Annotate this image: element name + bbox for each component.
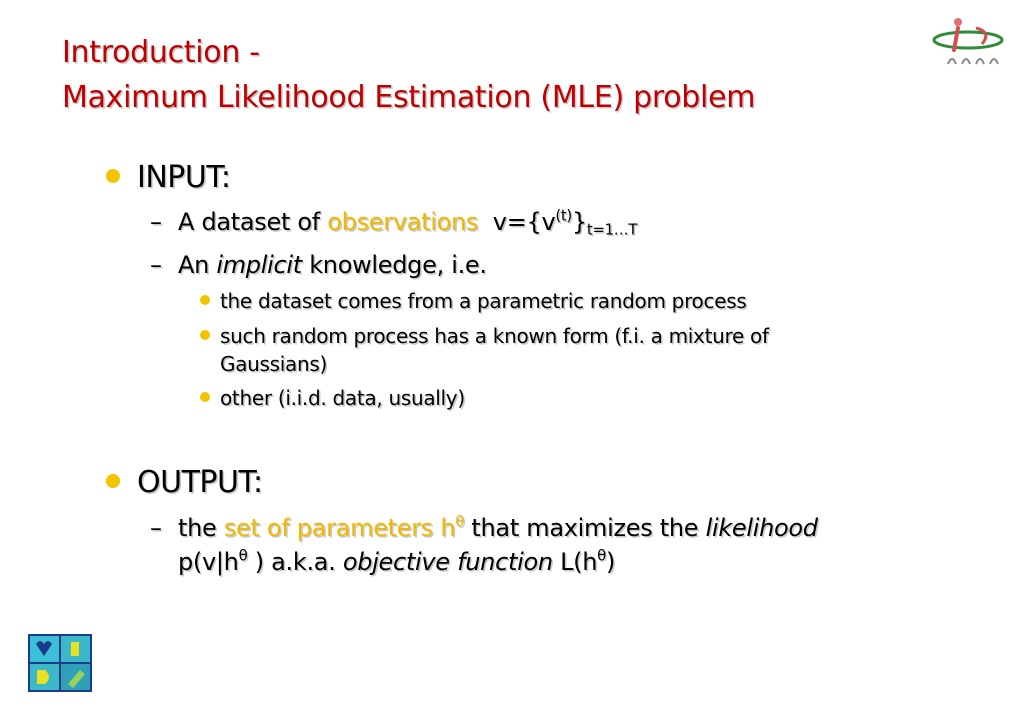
likelihood-italic: likelihood bbox=[705, 514, 818, 542]
objective-function-italic: objective function bbox=[342, 548, 553, 576]
dash-icon: – bbox=[150, 514, 162, 542]
output-item-line-1: the set of parameters $h^\theta$ that maximizes the likelihood bbox=[178, 512, 818, 542]
parameters-highlight: set of parameters $h^\theta$ bbox=[223, 512, 465, 542]
bullet-icon bbox=[200, 330, 210, 340]
observations-highlight: observations bbox=[327, 208, 479, 236]
bullet-icon bbox=[106, 474, 120, 488]
lab-logo-icon bbox=[28, 634, 92, 692]
title-line-1: Introduction - bbox=[62, 35, 260, 70]
input-heading: INPUT: bbox=[137, 160, 231, 195]
subitem-known-form-cont: Gaussians) bbox=[220, 352, 327, 376]
output-heading: OUTPUT: bbox=[137, 465, 263, 500]
subitem-parametric: the dataset comes from a parametric random process bbox=[220, 289, 747, 313]
title-line-2: Maximum Likelihood Estimation (MLE) problem bbox=[62, 80, 756, 115]
output-item-line-2: $p(v|h^\theta$ ) a.k.a. objective function $L(h^\theta)$ bbox=[178, 546, 616, 576]
dash-icon: – bbox=[150, 251, 162, 279]
input-item-knowledge: An implicit knowledge, i.e. bbox=[178, 251, 487, 279]
bullet-icon bbox=[200, 392, 210, 402]
subitem-known-form: such random process has a known form (f.i. a mixture of bbox=[220, 324, 769, 348]
input-item-dataset: A dataset of observations $v=\{v^{(t)}\}_{t=1\dots T}$ bbox=[178, 206, 638, 239]
bullet-icon bbox=[106, 169, 120, 183]
bullet-icon bbox=[200, 295, 210, 305]
page-title bbox=[62, 30, 755, 120]
university-logo-icon bbox=[930, 14, 1012, 70]
dash-icon: – bbox=[150, 208, 162, 236]
subitem-iid: other (i.i.d. data, usually) bbox=[220, 386, 465, 410]
implicit-italic: implicit bbox=[216, 251, 302, 279]
